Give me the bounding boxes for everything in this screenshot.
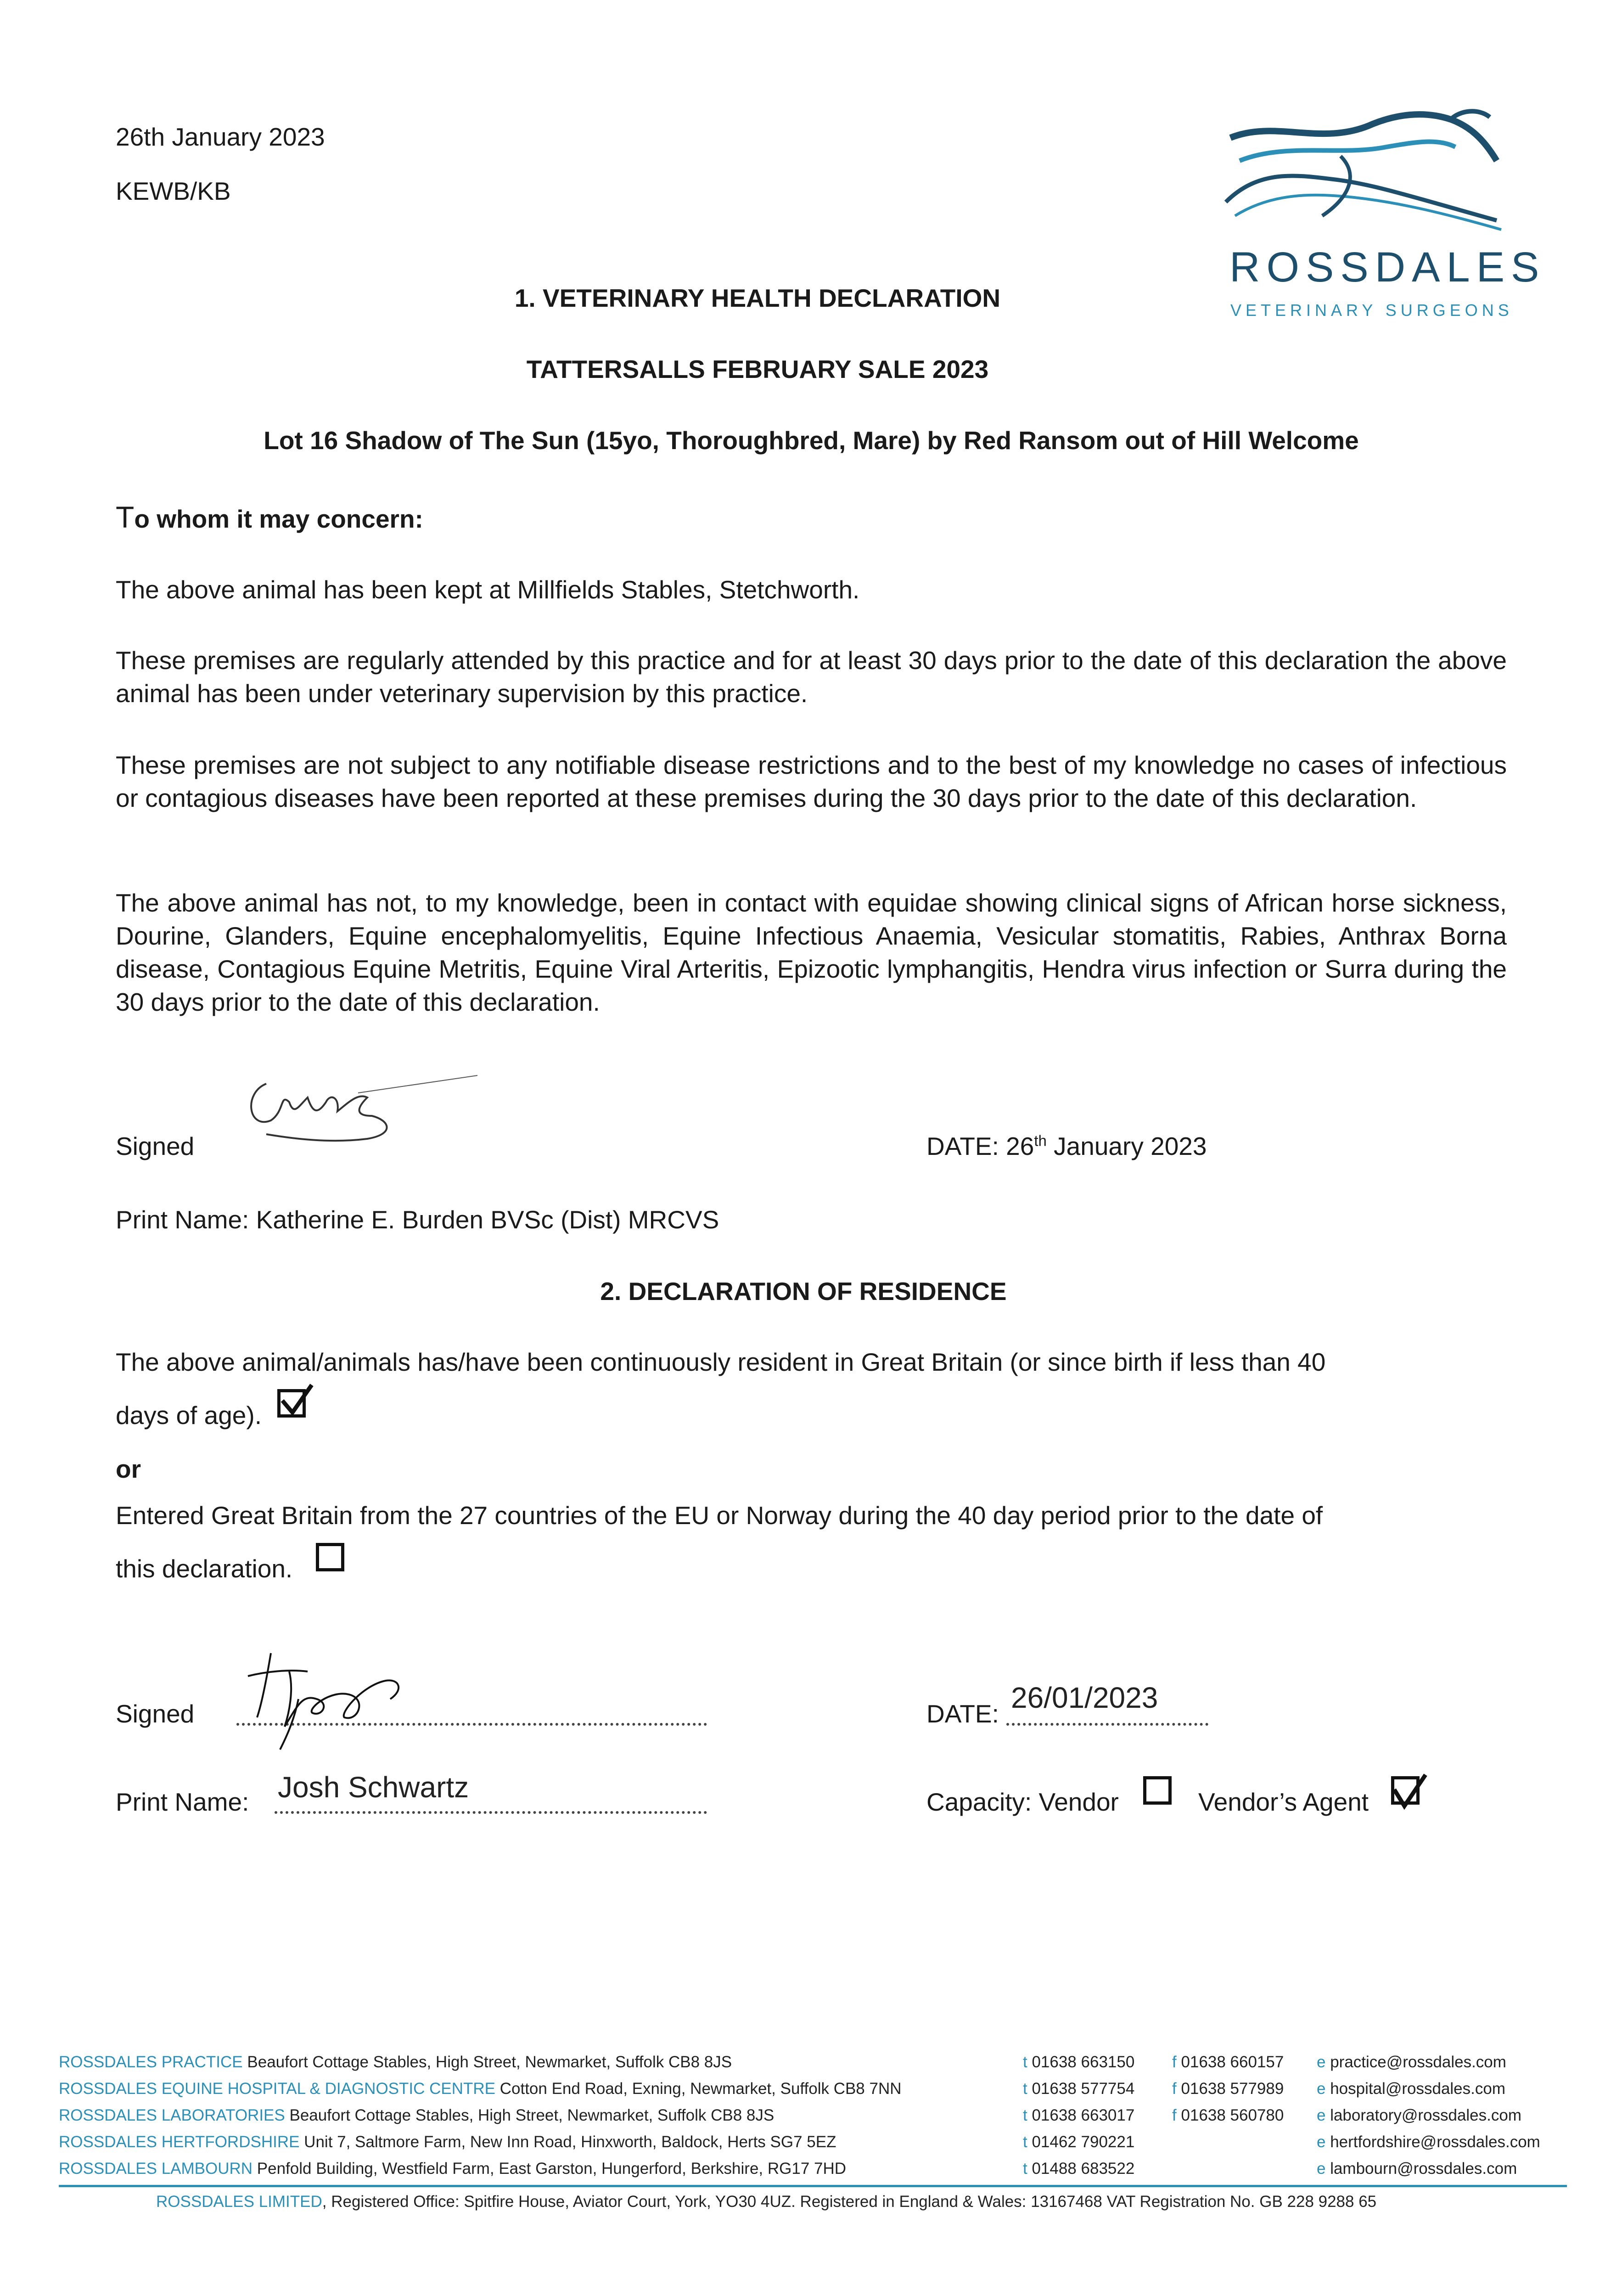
horse-logo-icon [1221,106,1515,243]
vendor-print-line[interactable] [275,1811,707,1814]
footer-email[interactable]: e hertfordshire@rossdales.com [1317,2133,1540,2151]
footer-row [59,2155,1574,2182]
footer-fax: f 01638 577989 [1172,2080,1284,2098]
vendor-date-line[interactable] [1006,1723,1208,1726]
vet-date: DATE: 26th January 2023 [926,1132,1207,1160]
checkmark-icon [279,1382,315,1419]
footer-row [59,2049,1574,2076]
checkmark-icon [1392,1773,1428,1810]
vendor-print-label: Print Name: [116,1788,249,1816]
capacity-label: Capacity: Vendor [926,1788,1119,1816]
footer-phone: t 01638 577754 [1023,2080,1135,2098]
vendor-print-value[interactable]: Josh Schwartz [278,1771,469,1804]
vendor-agent-label: Vendor’s Agent [1198,1788,1369,1816]
sale-title: TATTERSALLS FEBRUARY SALE 2023 [526,355,989,383]
residence-option1-text: The above animal/animals has/have been continuously resident in Great Britain (or since birth if less than 40 [116,1348,1326,1376]
vendor-date-value[interactable]: 26/01/2023 [1011,1681,1158,1714]
lot-title: Lot 16 Shadow of The Sun (15yo, Thoroughbred, Mare) by Red Ransom out of Hill Welcome [264,426,1359,455]
logo-tagline: VETERINARY SURGEONS [1230,301,1513,320]
vet-signed-label: Signed [116,1132,195,1160]
footer-email[interactable]: e hospital@rossdales.com [1317,2080,1505,2098]
reference-code: KEWB/KB [116,177,231,205]
vendor-signed-label: Signed [116,1699,195,1728]
footer-division-name: ROSSDALES LABORATORIES [59,2106,285,2124]
footer-phone: t 01638 663150 [1023,2053,1135,2071]
vet-signature-icon [239,1065,496,1148]
footer-address: Beaufort Cottage Stables, High Street, Newmarket, Suffolk CB8 8JS [285,2106,775,2124]
residence-option2-checkbox[interactable] [316,1543,344,1571]
footer-email[interactable]: e practice@rossdales.com [1317,2053,1506,2071]
letter-date: 26th January 2023 [116,123,325,151]
residence-option1-text-2: days of age). [116,1401,262,1429]
footer-row [59,2076,1574,2102]
section1-title: 1. VETERINARY HEALTH DECLARATION [514,284,1001,312]
salutation: To whom it may concern: [116,500,423,534]
footer-email[interactable]: e laboratory@rossdales.com [1317,2106,1521,2124]
paragraph-4: The above animal has not, to my knowledge, been in contact with equidae showing clinical signs of African horse sickness, Dourine, Glanders, Equine encephalomyelitis, Equine Infectious Anaemia, Vesicular stomatitis, Rabies, Anthrax Borna disease, Contagious Equine Metritis, Equine Viral Arteritis, Epizootic lymphangitis, Hendra virus infection or Surra during the 30 days prior to the date of this declaration. [116,889,1507,1016]
section2-title: 2. DECLARATION OF RESIDENCE [600,1277,1007,1306]
rossdales-logo [1221,106,1546,326]
vendor-agent-checkbox[interactable] [1391,1776,1420,1805]
footer-fax: f 01638 660157 [1172,2053,1284,2071]
footer-address: Unit 7, Saltmore Farm, New Inn Road, Hinxworth, Baldock, Herts SG7 5EZ [299,2133,836,2151]
footer-address: Penfold Building, Westfield Farm, East Garston, Hungerford, Berkshire, RG17 7HD [253,2160,847,2178]
footer-phone: t 01638 663017 [1023,2106,1135,2124]
vendor-date-label: DATE: [926,1699,999,1728]
vendor-checkbox[interactable] [1143,1776,1172,1805]
paragraph-3: These premises are not subject to any notifiable disease restrictions and to the best of my knowledge no cases of infectious or contagious diseases have been reported at these premises during the 30 days prior to the date of this declaration. [116,751,1507,812]
footer-phone: t 01488 683522 [1023,2160,1135,2178]
residence-option2-text-2: this declaration. [116,1554,293,1583]
footer-fax: f 01638 560780 [1172,2106,1284,2124]
residence-option2-text: Entered Great Britain from the 27 countries of the EU or Norway during the 40 day period prior to the date of [116,1501,1323,1530]
vet-print-name: Print Name: Katherine E. Burden BVSc (Dist) MRCVS [116,1205,719,1234]
footer-registered: ROSSDALES LIMITED, Registered Office: Spitfire House, Aviator Court, York, YO30 4UZ. Registered in England & Wales: 13167468 VAT Registration No. GB 228 9288 65 [156,2193,1377,2211]
footer-address: Beaufort Cottage Stables, High Street, Newmarket, Suffolk CB8 8JS [242,2053,732,2071]
paragraph-1: The above animal has been kept at Millfields Stables, Stetchworth. [116,575,860,604]
vendor-signature-icon [239,1644,422,1754]
footer-division-name: ROSSDALES LAMBOURN [59,2160,253,2178]
footer-phone: t 01462 790221 [1023,2133,1135,2151]
footer-division-name: ROSSDALES PRACTICE [59,2053,243,2071]
footer-email[interactable]: e lambourn@rossdales.com [1317,2160,1517,2178]
footer-contacts [59,2049,1574,2182]
footer-division-name: ROSSDALES HERTFORDSHIRE [59,2133,300,2151]
logo-name: ROSSDALES [1229,244,1546,291]
or-separator: or [116,1455,141,1483]
footer-divider [59,2185,1567,2187]
residence-option1-checkbox[interactable] [277,1389,306,1418]
paragraph-2: These premises are regularly attended by this practice and for at least 30 days prior to the date of this declaration the above animal has been under veterinary supervision by this practice. [116,646,1507,708]
footer-row [59,2129,1574,2155]
footer-division-name: ROSSDALES EQUINE HOSPITAL & DIAGNOSTIC CENTRE [59,2080,496,2098]
footer-row [59,2102,1574,2129]
footer-address: Cotton End Road, Exning, Newmarket, Suffolk CB8 7NN [495,2080,902,2098]
